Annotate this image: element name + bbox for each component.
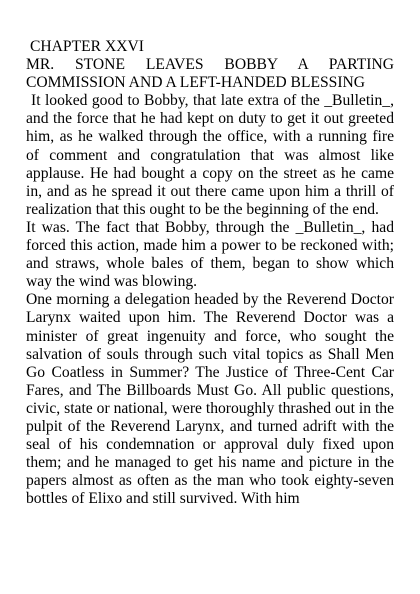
chapter-title: MR. STONE LEAVES BOBBY A PARTING COMMISSION AND A LEFT-HANDED BLESSING: [26, 56, 394, 92]
paragraph-2: It was. The fact that Bobby, through the _Bulletin_, had forced this action, made him a power to be reckoned with; and straws, whole bales of them, began to show which way the wind was blowing.: [26, 218, 394, 291]
chapter-number: CHAPTER XXVI: [30, 38, 144, 55]
paragraph-1: It looked good to Bobby, that late extra of the _Bulletin_, and the force that he had kept on duty to get it out greeted him, as he walked through the office, with a running fire of comment and congratulation that was almost like applause. He had bought a copy on the street as he came in, and as he spread it out there came upon him a thrill of realization that this ought to be the beginning of the end.: [26, 92, 394, 218]
book-page: [26, 38, 394, 508]
paragraph-3: One morning a delegation headed by the Reverend Doctor Larynx waited upon him. The Reverend Doctor was a minister of great ingenuity and force, who sought the salvation of souls through such vital topics as Shall Men Go Coatless in Summer? The Justice of Three-Cent Car Fares, and The Billboards Must Go. All public questions, civic, state or national, were thoroughly thrashed out in the pulpit of the Reverend Larynx, and turned adrift with the seal of his condemnation or approval duly fixed upon them; and he managed to get his name and picture in the papers almost as often as the man who took eighty-seven bottles of Elixo and still survived. With him: [26, 291, 394, 508]
